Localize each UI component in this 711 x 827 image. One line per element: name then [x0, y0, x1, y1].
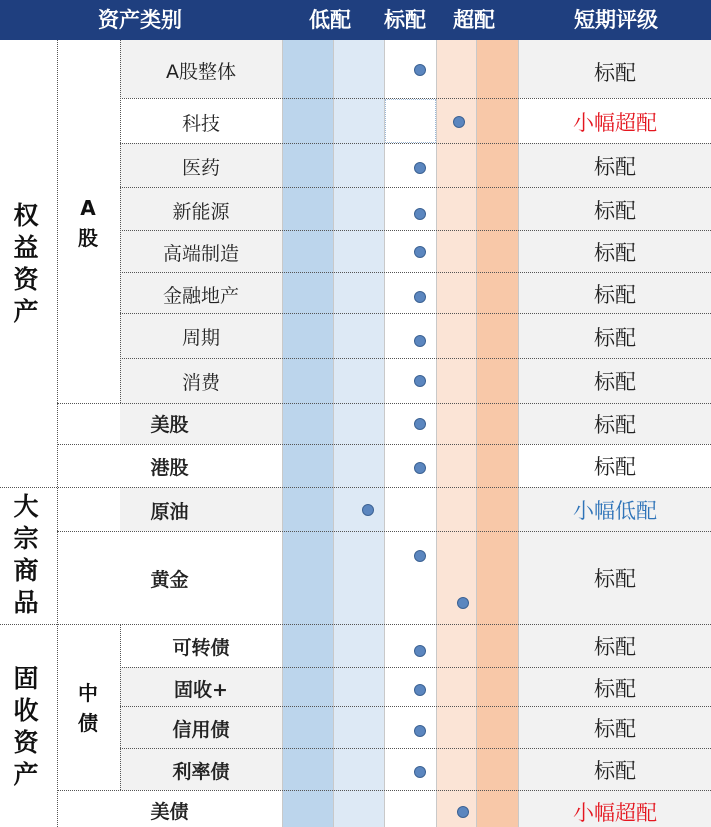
- header-rating: 短期评级: [574, 8, 658, 32]
- header-overweight: 超配: [453, 8, 495, 32]
- row-rating: 小幅超配: [573, 111, 657, 135]
- row-rating: 标配: [594, 370, 636, 394]
- table-header: [0, 0, 711, 40]
- grid-line-v: [436, 40, 437, 827]
- neutral-cell-outline: [385, 99, 436, 143]
- row-name: 固收+: [174, 679, 228, 701]
- row-name: 可转债: [172, 637, 230, 659]
- position-marker: [414, 246, 426, 258]
- row-name: 美股: [150, 414, 189, 436]
- row-rating: 标配: [594, 283, 636, 307]
- row-rating: 标配: [594, 717, 636, 741]
- header-category: 资产类别: [98, 8, 182, 32]
- row-rating: 标配: [594, 326, 636, 350]
- grid-line-h: [120, 230, 711, 231]
- row-name: A股整体: [166, 61, 236, 83]
- row-rating: 标配: [594, 413, 636, 437]
- underweight-band-strong: [282, 40, 333, 827]
- position-marker: [457, 806, 469, 818]
- header-underweight: 低配: [309, 8, 351, 32]
- row-rating: 标配: [594, 635, 636, 659]
- neutral-column: [384, 40, 436, 827]
- grid-line-h: [0, 487, 711, 488]
- row-rating: 标配: [594, 455, 636, 479]
- grid-line-v: [333, 40, 334, 827]
- row-rating: 标配: [594, 199, 636, 223]
- grid-line-h: [57, 444, 711, 445]
- overweight-band-strong: [476, 40, 518, 827]
- grid-line-h: [57, 790, 711, 791]
- row-name: 信用债: [172, 719, 230, 741]
- position-marker: [414, 725, 426, 737]
- row-name: 消费: [181, 372, 220, 394]
- grid-line-h: [120, 706, 711, 707]
- row-rating: 小幅超配: [573, 801, 657, 825]
- row-name: 医药: [181, 157, 220, 179]
- group-label-china-bond: 中 债: [78, 681, 98, 735]
- row-name: 新能源: [172, 201, 230, 223]
- row-name: 原油: [150, 501, 189, 523]
- position-marker: [414, 550, 426, 562]
- grid-line-h: [120, 272, 711, 273]
- row-rating: 小幅低配: [573, 499, 657, 523]
- position-marker: [414, 375, 426, 387]
- row-name: 黄金: [150, 569, 189, 591]
- grid-line-h: [120, 143, 711, 144]
- group-label-equity: 权 益 资 产: [13, 201, 39, 326]
- position-marker: [414, 684, 426, 696]
- row-name: 美债: [150, 801, 189, 823]
- row-rating: 标配: [594, 759, 636, 783]
- group-label-fixed-income: 固 收 资 产: [13, 664, 39, 789]
- group-label-commodity: 大 宗 商 品: [13, 492, 39, 617]
- position-marker: [414, 462, 426, 474]
- header-neutral: 标配: [384, 8, 426, 32]
- grid-line-h: [57, 531, 711, 532]
- grid-line-h: [120, 667, 711, 668]
- position-marker: [414, 766, 426, 778]
- row-name: 周期: [181, 327, 220, 349]
- row-name: 高端制造: [162, 243, 239, 265]
- position-marker: [414, 335, 426, 347]
- row-name: 利率债: [172, 761, 230, 783]
- group-label-a-share: A 股: [78, 196, 98, 250]
- grid-line-h: [57, 403, 711, 404]
- grid-line-h: [120, 358, 711, 359]
- row-rating: 标配: [594, 155, 636, 179]
- grid-line-v: [476, 40, 477, 827]
- row-name: 金融地产: [162, 285, 239, 307]
- row-rating: 标配: [594, 241, 636, 265]
- position-marker: [453, 116, 465, 128]
- grid-line-h: [120, 748, 711, 749]
- grid-line-v: [282, 40, 283, 827]
- row-name: 科技: [181, 113, 220, 135]
- position-marker: [414, 645, 426, 657]
- position-marker: [414, 162, 426, 174]
- grid-line-h: [120, 187, 711, 188]
- grid-line-v: [384, 40, 385, 827]
- row-rating: 标配: [594, 677, 636, 701]
- row-rating: 标配: [594, 567, 636, 591]
- underweight-band-light: [333, 40, 384, 827]
- position-marker: [414, 64, 426, 76]
- grid-line-h: [0, 624, 711, 625]
- row-rating: 标配: [594, 61, 636, 85]
- position-marker: [414, 291, 426, 303]
- position-marker: [457, 597, 469, 609]
- position-marker: [362, 504, 374, 516]
- grid-line-h: [120, 313, 711, 314]
- row-name: 港股: [150, 457, 189, 479]
- overweight-band-light: [436, 40, 476, 827]
- position-marker: [414, 208, 426, 220]
- position-marker: [414, 418, 426, 430]
